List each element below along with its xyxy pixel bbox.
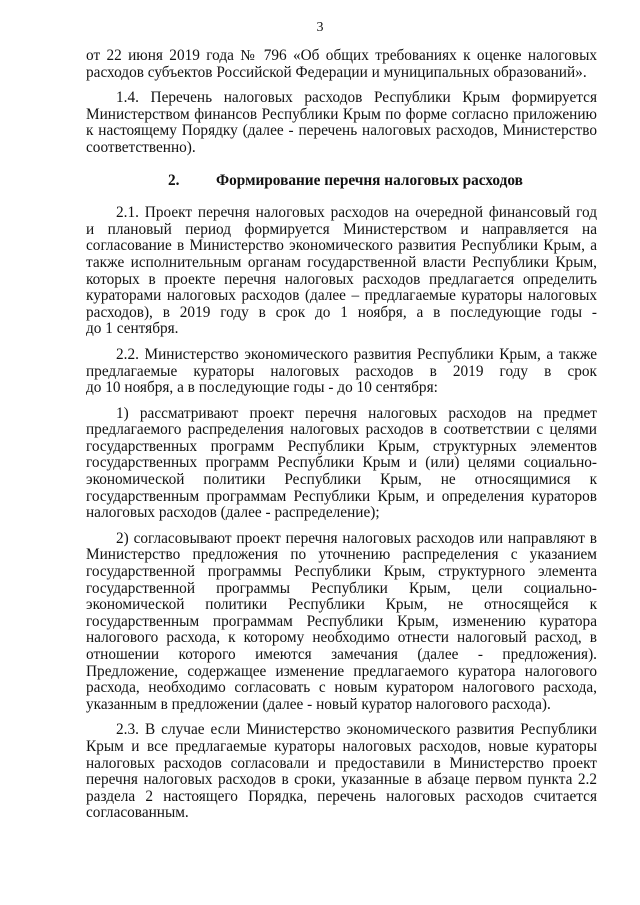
section-title: Формирование перечня налоговых расходов: [216, 171, 523, 189]
document-body: [86, 48, 597, 831]
paragraph-p-2-2: [86, 347, 597, 397]
text-line: Министерством финансов Республики Крым по форме согласно приложению: [86, 105, 597, 123]
text-line: государственных программ Республики Крым и (или) целями социально-: [86, 454, 597, 472]
text-line: экономической политики Республики Крым, не относящейся к: [86, 596, 597, 614]
text-line: государственной программы Республики Крым, структурного элемента: [86, 563, 597, 581]
page-number: 3: [316, 20, 324, 35]
text-line: также исполнительным органам государственной власти Республики Крым,: [86, 253, 597, 271]
text-line: согласованным.: [86, 804, 189, 822]
text-line: 2.1. Проект перечня налоговых расходов на очередной финансовый год: [116, 204, 597, 222]
text-line: государственной программы Республики Крым, цели социально-: [86, 579, 597, 597]
pre-section-paragraphs: [86, 48, 597, 157]
text-line: кураторами налоговых расходов (далее – предлагаемые кураторы налоговых: [86, 287, 597, 305]
text-line: расходов), в 2019 году в срок до 1 ноября, а в последующие годы -: [86, 303, 597, 321]
text-line: экономической политики Республики Крым, не относящимися к: [86, 471, 597, 489]
paragraph-p-2-2-1: [86, 406, 597, 522]
text-line: предлагаемые кураторы налоговых расходов в 2019 году в срок: [86, 362, 597, 380]
paragraph-p-2-1: [86, 205, 597, 338]
text-line: 1.4. Перечень налоговых расходов Республики Крым формируется: [116, 89, 597, 107]
text-line: до 10 ноября, а в последующие годы - до 10 сентября:: [86, 379, 438, 397]
text-line: налогового расхода, к которому необходимо отнести налоговый расход, в: [86, 629, 597, 647]
text-line: отношении которого имеются замечания (далее - предложения).: [86, 646, 597, 663]
section-number: 2.: [168, 171, 180, 189]
text-line: и плановый период формируется Министерством и направляется на: [86, 220, 597, 238]
text-line: согласование в Министерство экономического развития Республики Крым, а: [86, 237, 597, 255]
text-line: соответственно).: [86, 138, 196, 156]
paragraph-p-2-2-2: [86, 531, 597, 714]
section-heading: [86, 173, 597, 190]
text-line: 2) согласовывают проект перечня налоговых расходов или направляют в: [116, 529, 597, 547]
paragraph-p-2-3: [86, 722, 597, 822]
paragraph-intro-continuation: [86, 48, 597, 81]
text-line: налоговых расходов согласовали и предоставили в Министерство проект: [86, 754, 597, 772]
text-line: 2.3. В случае если Министерство экономического развития Республики: [116, 721, 597, 739]
text-line: государственных программ Республики Крым, структурных элементов: [86, 437, 597, 455]
text-line: Министерство предложения по уточнению распределения с указанием: [86, 546, 597, 564]
paragraph-p-1-4: [86, 90, 597, 156]
text-line: налоговых расходов (далее - распределение);: [86, 504, 380, 522]
text-line: к настоящему Порядку (далее - перечень налоговых расходов, Министерство: [86, 122, 597, 140]
section-paragraphs: [86, 205, 597, 822]
text-line: перечня налоговых расходов в сроки, указанные в абзаце первом пункта 2.2: [86, 771, 597, 789]
text-line: предлагаемого распределения налоговых расходов в соответствии с целями: [86, 421, 597, 439]
text-line: раздела 2 настоящего Порядка, перечень налоговых расходов считается: [86, 787, 597, 805]
text-line: расхода, необходимо согласовать с новым куратором налогового расхода,: [86, 679, 597, 697]
text-line: 2.2. Министерство экономического развития Республики Крым, а также: [116, 345, 597, 363]
text-line: Предложение, содержащее изменение предлагаемого куратора налогового: [86, 662, 597, 680]
text-line: от 22 июня 2019 года № 796 «Об общих требованиях к оценке налоговых: [86, 47, 597, 64]
text-line: указанным в предложении (далее - новый куратор налогового расхода).: [86, 695, 551, 713]
text-line: которых в проекте перечня налоговых расходов предлагается определить: [86, 270, 597, 288]
text-line: государственным программам Республики Крым, изменению куратора: [86, 612, 597, 630]
text-line: до 1 сентября.: [86, 320, 179, 338]
text-line: Крым и все предлагаемые кураторы налоговых расходов, новые кураторы: [86, 737, 597, 755]
text-line: государственным программам Республики Крым, и определения кураторов: [86, 487, 597, 505]
text-line: расходов субъектов Российской Федерации и муниципальных образований».: [86, 63, 587, 81]
text-line: 1) рассматривают проект перечня налоговых расходов на предмет: [116, 404, 597, 422]
